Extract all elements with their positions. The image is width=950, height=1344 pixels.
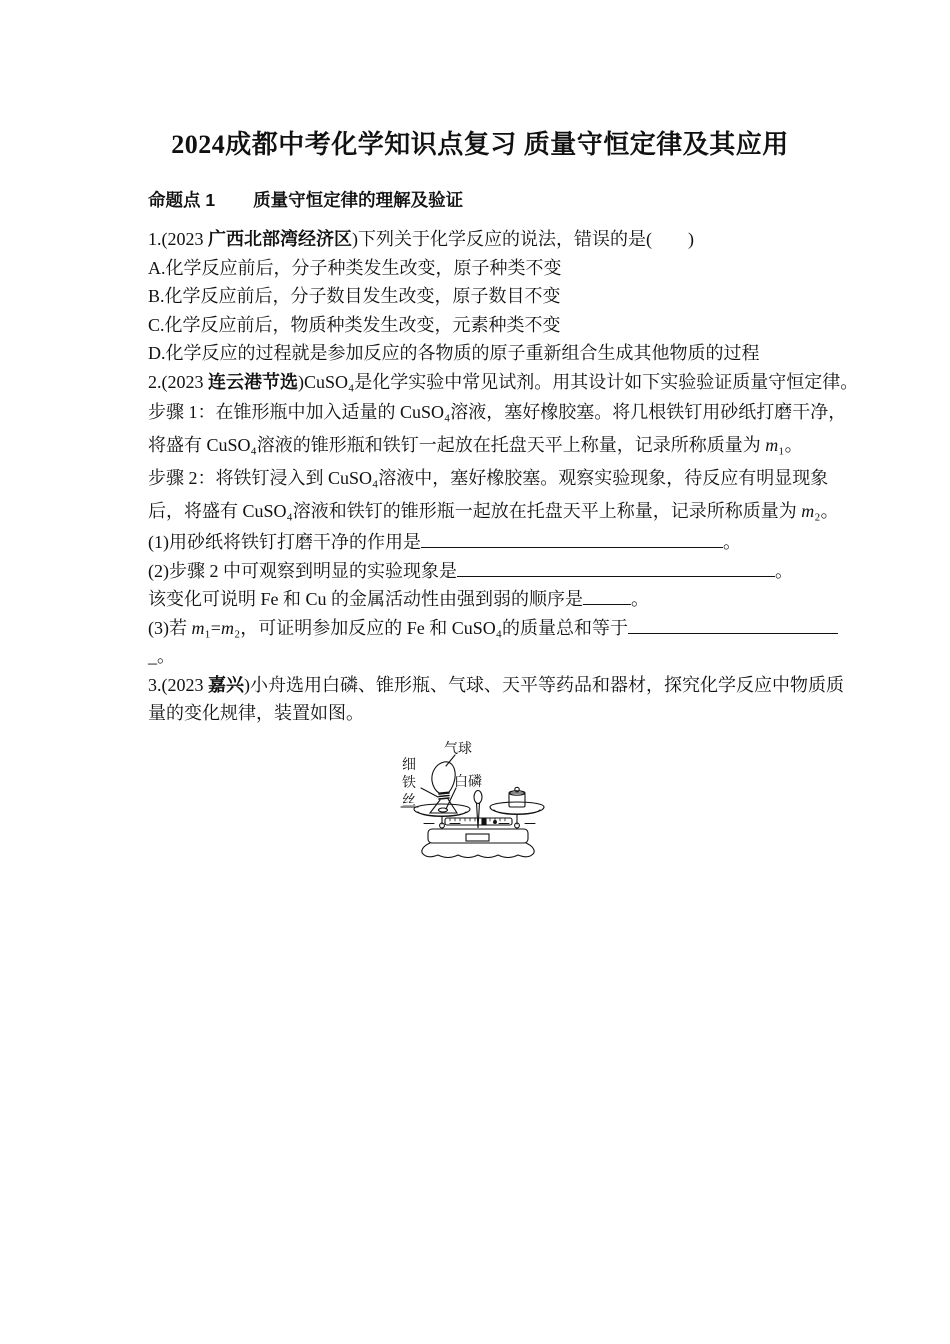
q2-sub2-period: 。 [775, 560, 793, 581]
beam-rider [482, 819, 486, 825]
q2-step2-line2 [148, 495, 839, 528]
section-tag: 命题点 1 [148, 190, 216, 210]
question-1-stem [148, 225, 812, 254]
balance-diagram [398, 736, 558, 864]
q2-stem-prefix: 2.(2023 [148, 371, 208, 392]
pointer-needle [477, 803, 480, 828]
q1-stem-text: )下列关于化学反应的说法，错误的是( ) [352, 229, 694, 249]
q2-sub2-note-text: 该变化可说明 Fe 和 Cu 的金属活动性由强到弱的顺序是 [148, 589, 584, 609]
section-heading [148, 188, 812, 212]
iron-wire-wrap [439, 793, 449, 799]
q2-step1-line2 [148, 429, 812, 462]
q2-sub2-note [148, 585, 812, 614]
question-3-stem [148, 671, 844, 700]
q1-source-badge: 广西北部湾经济区 [208, 229, 352, 249]
q2-sub2-note-answer-blank [583, 588, 631, 605]
q2-sub1-answer-blank [421, 531, 723, 548]
q2-step2-line2-text: 后，将盛有 CuSO₄溶液和铁钉的锥形瓶一起放在托盘天平上称量，记录所称质量为 [148, 501, 802, 521]
q2-step1-mass-symbol: m [765, 435, 779, 455]
q2-step1-mass-subscript: ₁。 [778, 435, 803, 455]
section-title: 质量守恒定律的理解及验证 [253, 190, 464, 210]
q2-sub3-m1-symbol: m [191, 617, 205, 638]
q2-sub3-m2-symbol: m [220, 617, 234, 638]
q2-sub2-answer-blank [457, 560, 775, 577]
q1-option-c: C.化学反应前后，物质种类发生改变，元素种类不变 [148, 314, 561, 335]
wire-label-char-3: 丝 [402, 793, 416, 809]
base-skirt [422, 843, 534, 858]
q2-sub3-answer-blank [628, 617, 838, 634]
q3-stem-line2: 量的变化规律，装置如图。 [148, 703, 364, 723]
q2-sub1-label: (1)用砂纸将铁钉打磨干净的作用是 [148, 532, 421, 552]
q2-stem-text: )CuSO₄是化学实验中常见试剂。用其设计如下实验验证质量守恒定律。 [298, 371, 859, 392]
q2-sub3-tail: _。 [148, 646, 175, 666]
q2-source-badge: 连云港节选 [208, 371, 298, 392]
base-label-window [466, 834, 489, 841]
q2-sub3 [148, 614, 812, 643]
q1-stem-prefix: 1.(2023 [148, 229, 208, 249]
q2-sub2-label: (2)步骤 2 中可观察到明显的实验现象是 [148, 560, 457, 581]
q2-sub2-note-period: 。 [631, 589, 650, 609]
pointer-head [474, 790, 482, 803]
beam-rider-dot [494, 820, 497, 823]
q2-step1-line2-text: 将盛有 CuSO₄溶液的锥形瓶和铁钉一起放在托盘天平上称量，记录所称质量为 [148, 435, 766, 455]
q2-sub1 [148, 528, 812, 557]
balloon-label: 气球 [444, 741, 472, 757]
q1-option-d: D.化学反应的过程就是参加反应的各物质的原子重新组合生成其他物质的过程 [148, 343, 760, 363]
q2-sub3-equals: ₁= [204, 617, 221, 638]
question-2-stem [148, 368, 859, 397]
q2-step2-mass-subscript: ₂。 [814, 501, 839, 521]
wire-label-char-1: 细 [402, 757, 416, 773]
q3-stem-text: )小舟选用白磷、锥形瓶、气球、天平等药品和器材，探究化学反应中物质质 [244, 674, 844, 695]
q3-stem-prefix: 3.(2023 [148, 674, 208, 695]
content-area [148, 128, 859, 864]
q1-option-b: B.化学反应前后，分子数目发生改变，原子数目不变 [148, 286, 561, 306]
q2-sub2 [148, 557, 812, 586]
q3-source-badge: 嘉兴 [208, 674, 244, 695]
q2-sub3-text: ₂，可证明参加反应的 Fe 和 CuSO₄的质量总和等于 [233, 617, 629, 638]
phosphorus-label: 白磷 [454, 774, 482, 790]
balloon-shape [432, 761, 455, 792]
q2-sub1-period: 。 [723, 532, 741, 552]
wire-label-char-2: 铁 [402, 775, 416, 791]
q2-sub3-prefix: (3)若 [148, 617, 192, 638]
page-title: 2024成都中考化学知识点复习 质量守恒定律及其应用 [171, 130, 789, 159]
apparatus-figure [398, 736, 558, 864]
conical-flask [430, 799, 457, 813]
q2-step2-line1: 步骤 2：将铁钉浸入到 CuSO₄溶液中，塞好橡胶塞。观察实验现象，待反应有明显现象 [148, 468, 829, 488]
q2-step2-mass-symbol: m [801, 501, 815, 521]
q2-step1-line1: 步骤 1：在锥形瓶中加入适量的 CuSO₄溶液，塞好橡胶塞。将几根铁钉用砂纸打磨干净， [148, 402, 847, 422]
q1-option-a: A.化学反应前后，分子种类发生改变，原子种类不变 [148, 257, 562, 278]
